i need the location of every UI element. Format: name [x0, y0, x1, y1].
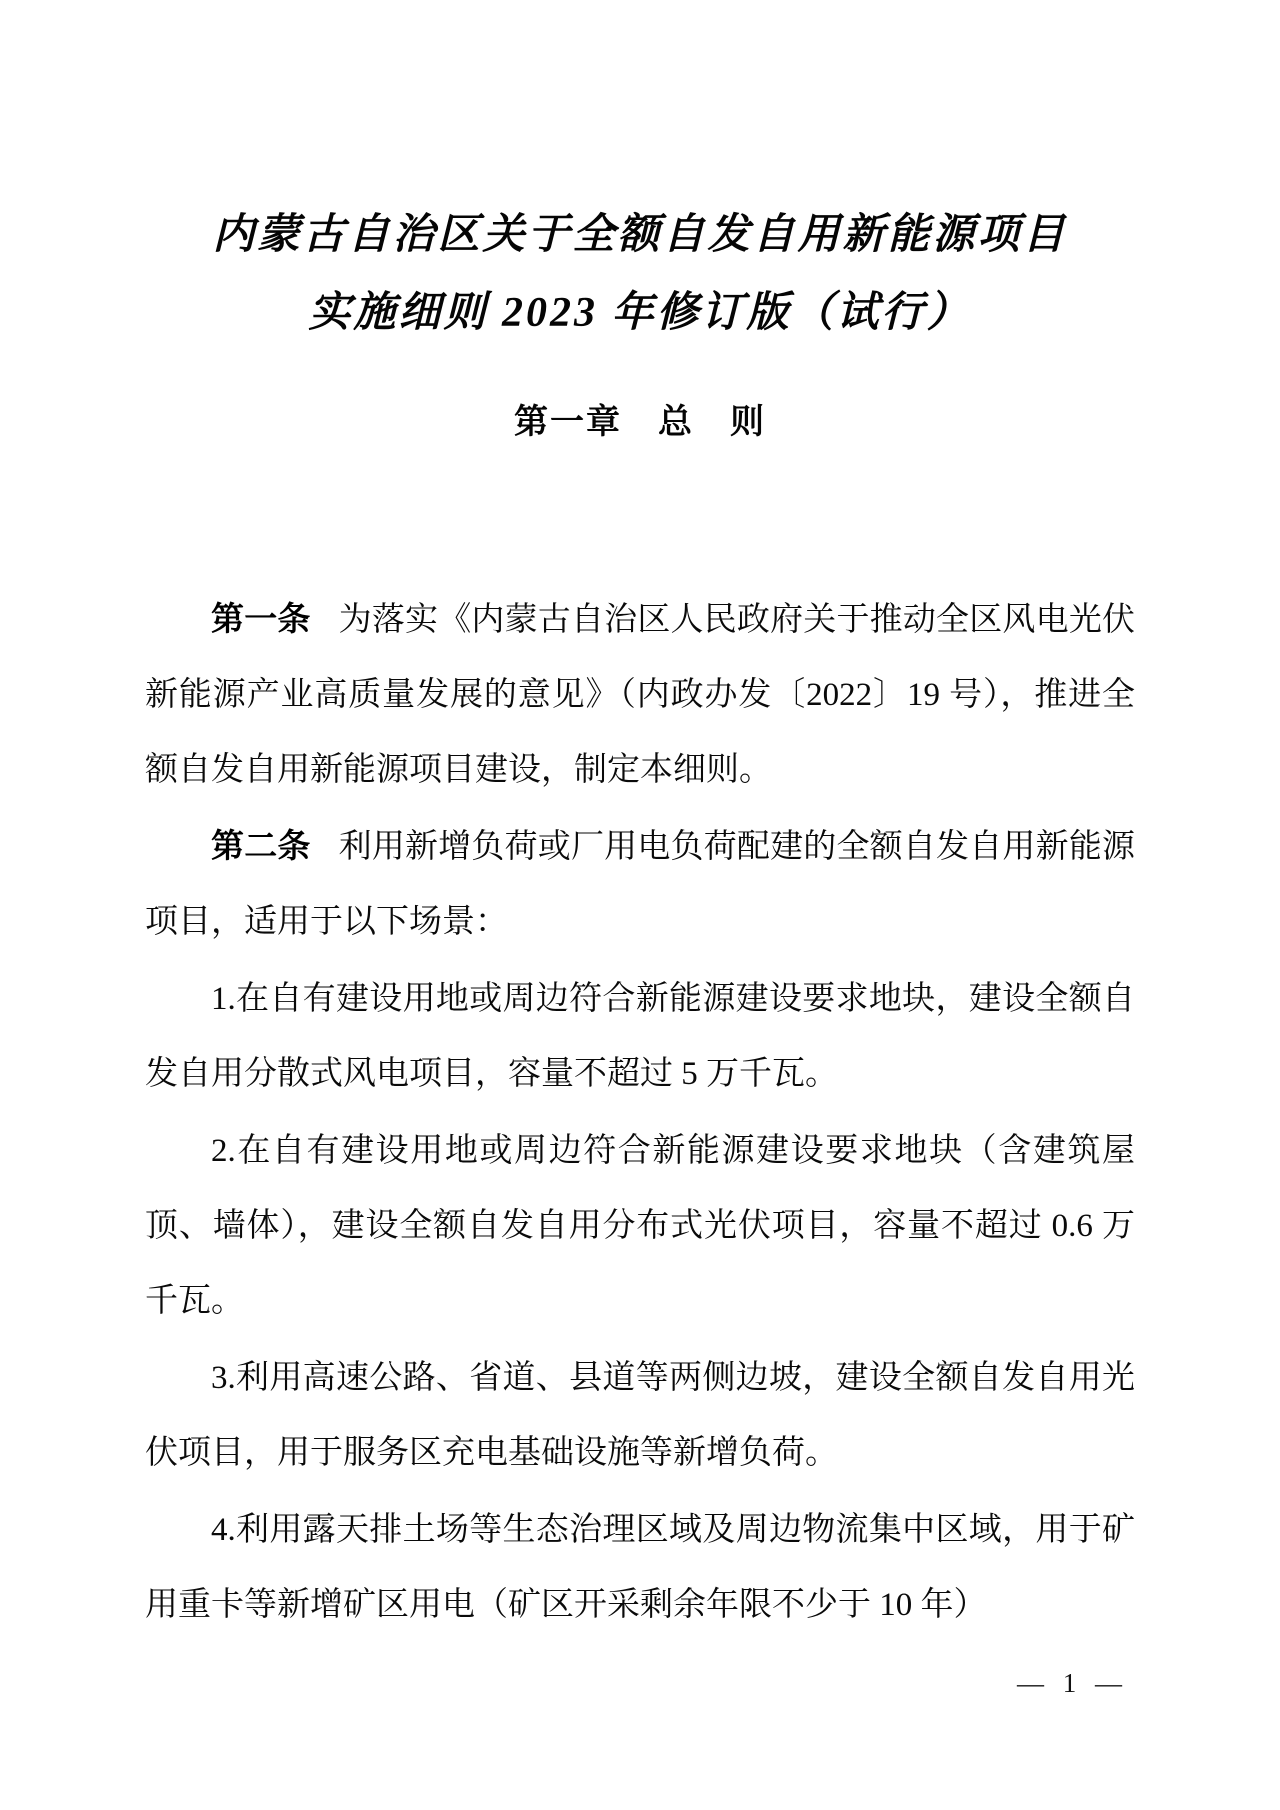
title-line-1: 内蒙古自治区关于全额自发自用新能源项目: [212, 212, 1068, 258]
paragraph-text: 为落实《内蒙古自治区人民政府关于推动全区风电光伏新能源产业高质量发展的意见》（内政办发〔2022〕19 号），推进全额自发自用新能源项目建设，制定本细则。: [145, 602, 1136, 788]
paragraph-article-1: [145, 581, 1135, 808]
document-title: [0, 196, 1280, 352]
article-label: 第一条: [211, 600, 311, 637]
paragraph-text: 3.利用高速公路、省道、县道等两侧边坡，建设全额自发自用光伏项目，用于服务区充电基础设施等新增负荷。: [145, 1360, 1135, 1471]
article-label: 第二条: [211, 827, 311, 864]
paragraph-item-2: [145, 1112, 1135, 1339]
page-number: — 1 —: [1017, 1668, 1128, 1698]
paragraph-item-4: [145, 1491, 1135, 1643]
paragraph-item-3: [145, 1339, 1135, 1491]
title-line-2: 实施细则 2023 年修订版（试行）: [308, 290, 972, 336]
paragraph-text: 2.在自有建设用地或周边符合新能源建设要求地块（含建筑屋顶、墙体），建设全额自发自用分布式光伏项目，容量不超过 0.6 万千瓦。: [145, 1133, 1135, 1319]
chapter-heading: 第一章 总 则: [514, 403, 766, 441]
paragraph-item-1: [145, 960, 1135, 1112]
paragraph-text: 4.利用露天排土场等生态治理区域及周边物流集中区域，用于矿用重卡等新增矿区用电（矿区开采剩余年限不少于 10 年）: [145, 1512, 1135, 1623]
paragraph-article-2: [145, 808, 1135, 960]
paragraph-text: 1.在自有建设用地或周边符合新能源建设要求地块，建设全额自发自用分散式风电项目，容量不超过 5 万千瓦。: [145, 981, 1135, 1092]
paragraph-text: 利用新增负荷或厂用电负荷配建的全额自发自用新能源项目，适用于以下场景：: [145, 829, 1136, 940]
document-body: [145, 581, 1135, 1643]
